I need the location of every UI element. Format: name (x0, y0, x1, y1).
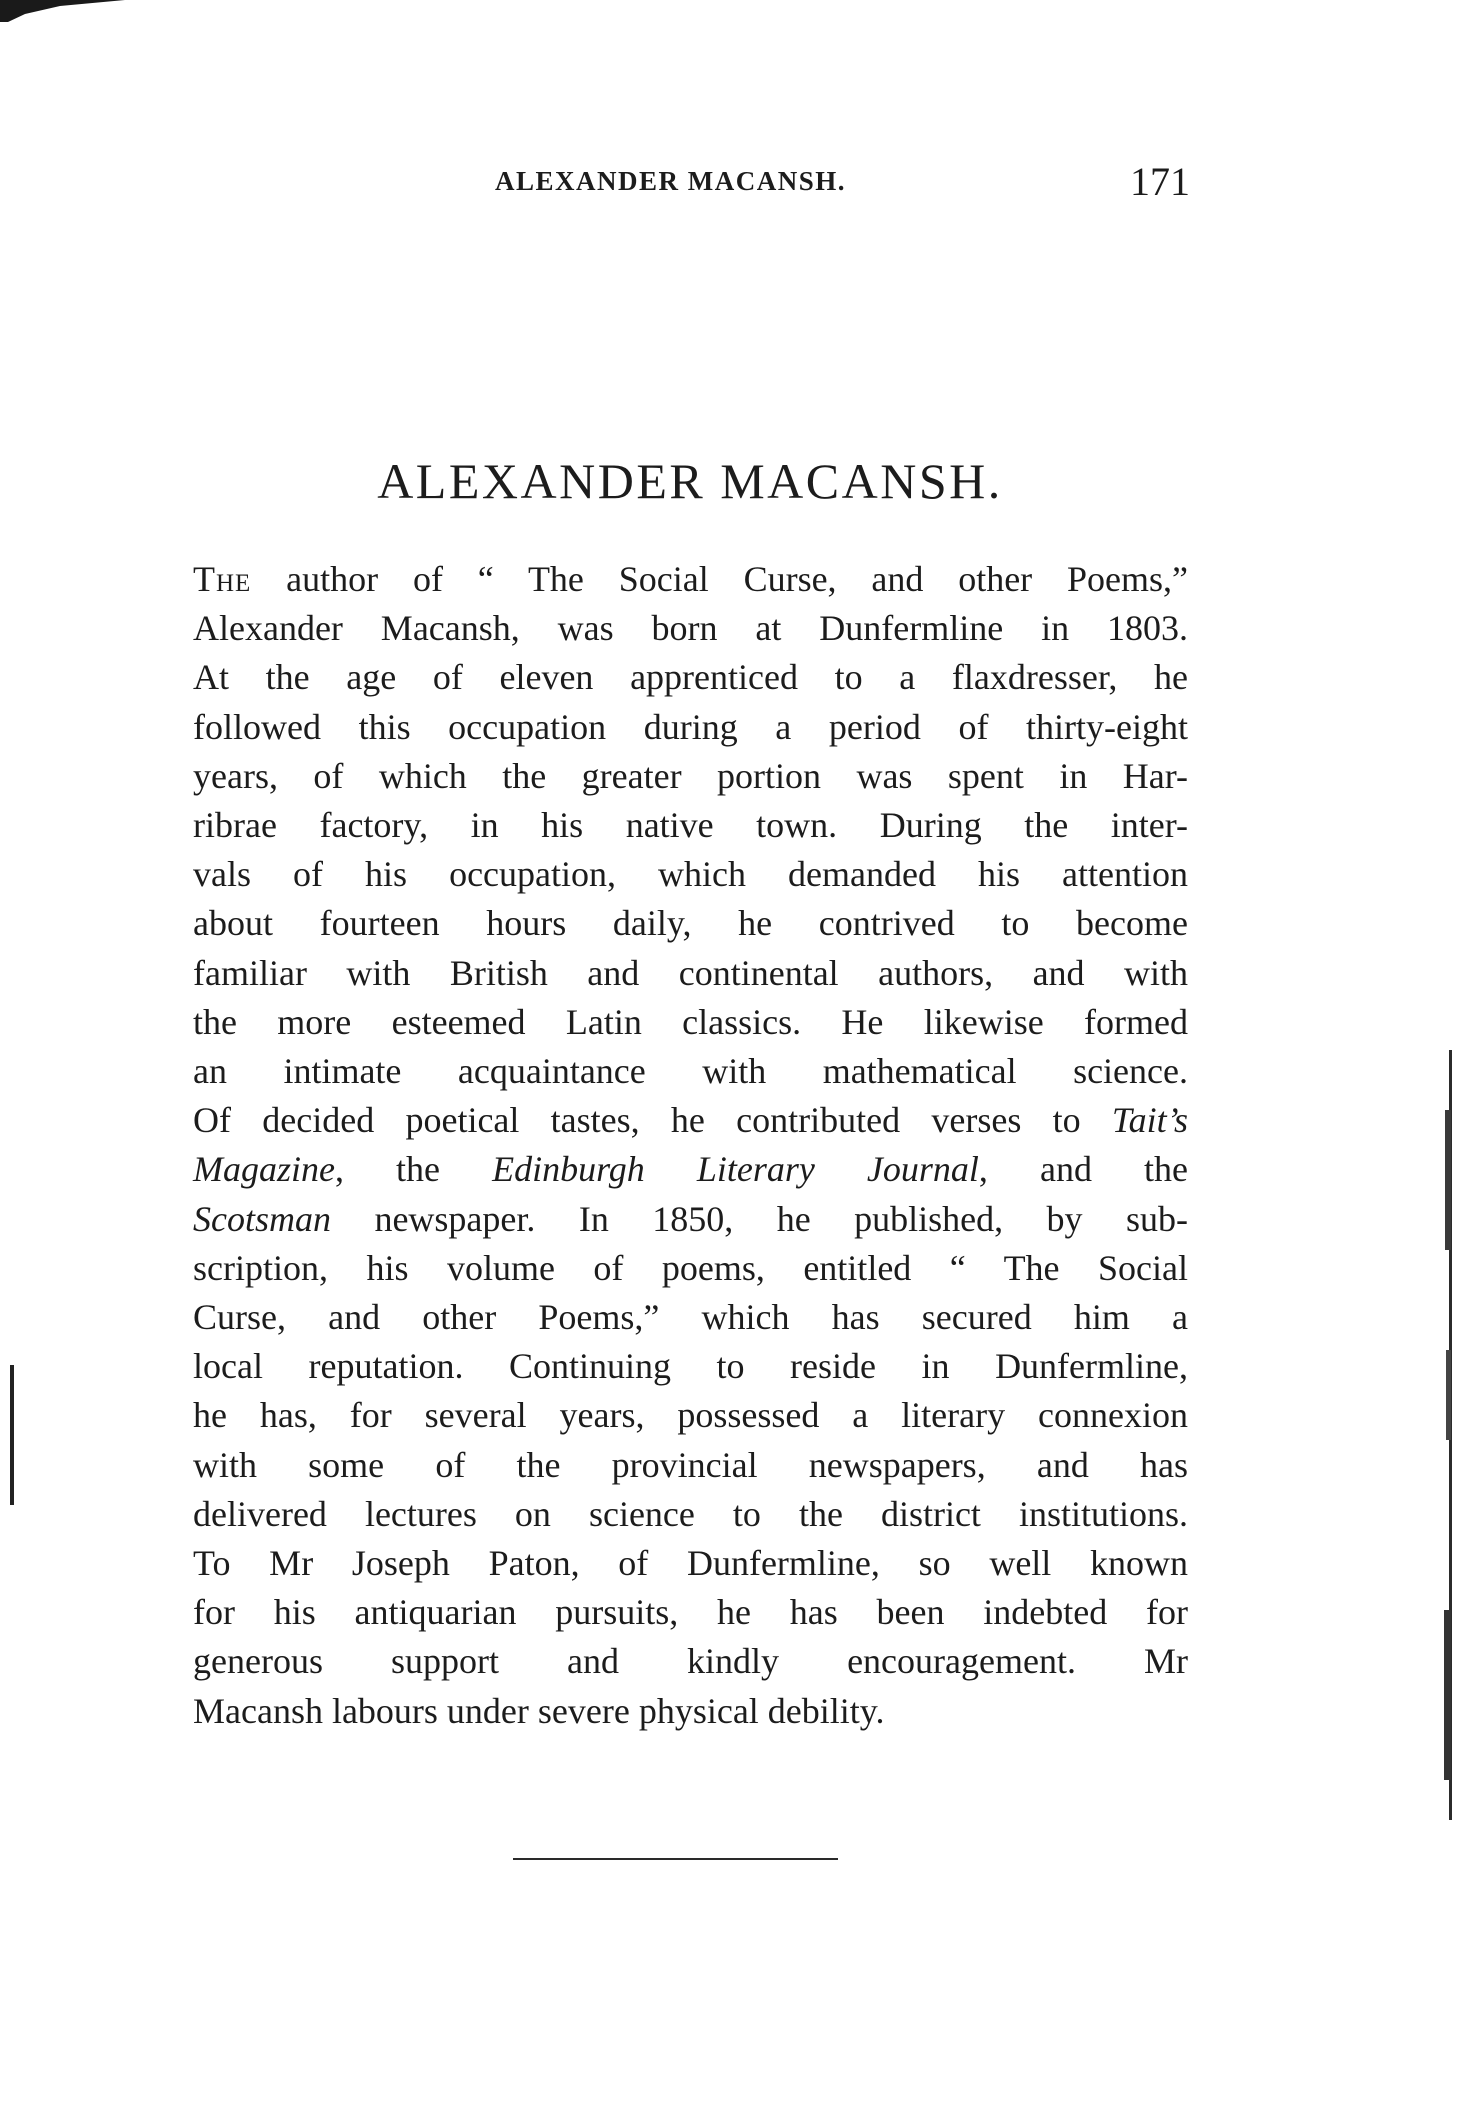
text-line: about fourteen hours daily, he contrived to become (193, 903, 1188, 944)
text-line (193, 555, 1188, 604)
margin-ink-mark (8, 1365, 16, 1505)
text-line: familiar with British and continental authors, and with (193, 952, 1188, 993)
text-line: the more esteemed Latin classics. He likewise formed (193, 1001, 1188, 1042)
binding-shadow (1443, 1050, 1457, 1820)
text-line: Macansh labours under severe physical debility. (193, 1690, 885, 1731)
text-line: delivered lectures on science to the district institutions. (193, 1493, 1188, 1534)
text-line: To Mr Joseph Paton, of Dunfermline, so well known (193, 1543, 1188, 1584)
text-line: generous support and kindly encouragement. Mr (193, 1641, 1188, 1682)
text-line: scription, his volume of poems, entitled “ The Social (193, 1247, 1188, 1288)
line-text: , the (334, 1149, 493, 1190)
line-text: Of decided poetical tastes, he contributed verses to (193, 1100, 1112, 1141)
text-line: for his antiquarian pursuits, he has been indebted for (193, 1592, 1188, 1633)
text-line: Alexander Macansh, was born at Dunfermline in 1803. (193, 608, 1188, 649)
text-line: an intimate acquaintance with mathematical science. (193, 1051, 1188, 1092)
lead-word: The (193, 559, 252, 599)
italic-title: Scotsman (193, 1198, 331, 1239)
running-head (190, 158, 1190, 208)
line-text: newspaper. In 1850, he published, by sub- (331, 1198, 1188, 1239)
body-paragraph (193, 555, 1188, 1736)
text-line (193, 1195, 1188, 1244)
chapter-title: ALEXANDER MACANSH. (377, 453, 1003, 509)
running-head-title: ALEXANDER MACANSH. (495, 166, 847, 196)
line-text: , and the (978, 1149, 1188, 1190)
text-line: local reputation. Continuing to reside in Dunfermline, (193, 1346, 1188, 1387)
text-line: vals of his occupation, which demanded his attention (193, 854, 1188, 895)
italic-title: Edinburgh Literary Journal (492, 1149, 979, 1190)
text-line: he has, for several years, possessed a literary connexion (193, 1395, 1188, 1436)
text-line: ribrae factory, in his native town. During the inter- (193, 805, 1188, 846)
text-line (193, 1145, 1188, 1194)
text-line: At the age of eleven apprenticed to a flaxdresser, he (193, 657, 1188, 698)
italic-title: Magazine (193, 1149, 335, 1190)
text-line (193, 1096, 1188, 1145)
text-line: with some of the provincial newspapers, and has (193, 1444, 1188, 1485)
corner-ink-mark (0, 0, 125, 22)
italic-title: Tait’s (1111, 1100, 1188, 1141)
page-number: 171 (1130, 159, 1190, 204)
line-text: author of “ The Social Curse, and other Poems,” (251, 559, 1188, 599)
text-line: years, of which the greater portion was spent in Har- (193, 755, 1188, 796)
section-end-rule (513, 1858, 838, 1860)
text-line: followed this occupation during a period of thirty-eight (193, 706, 1188, 747)
text-line: Curse, and other Poems,” which has secured him a (193, 1297, 1188, 1338)
